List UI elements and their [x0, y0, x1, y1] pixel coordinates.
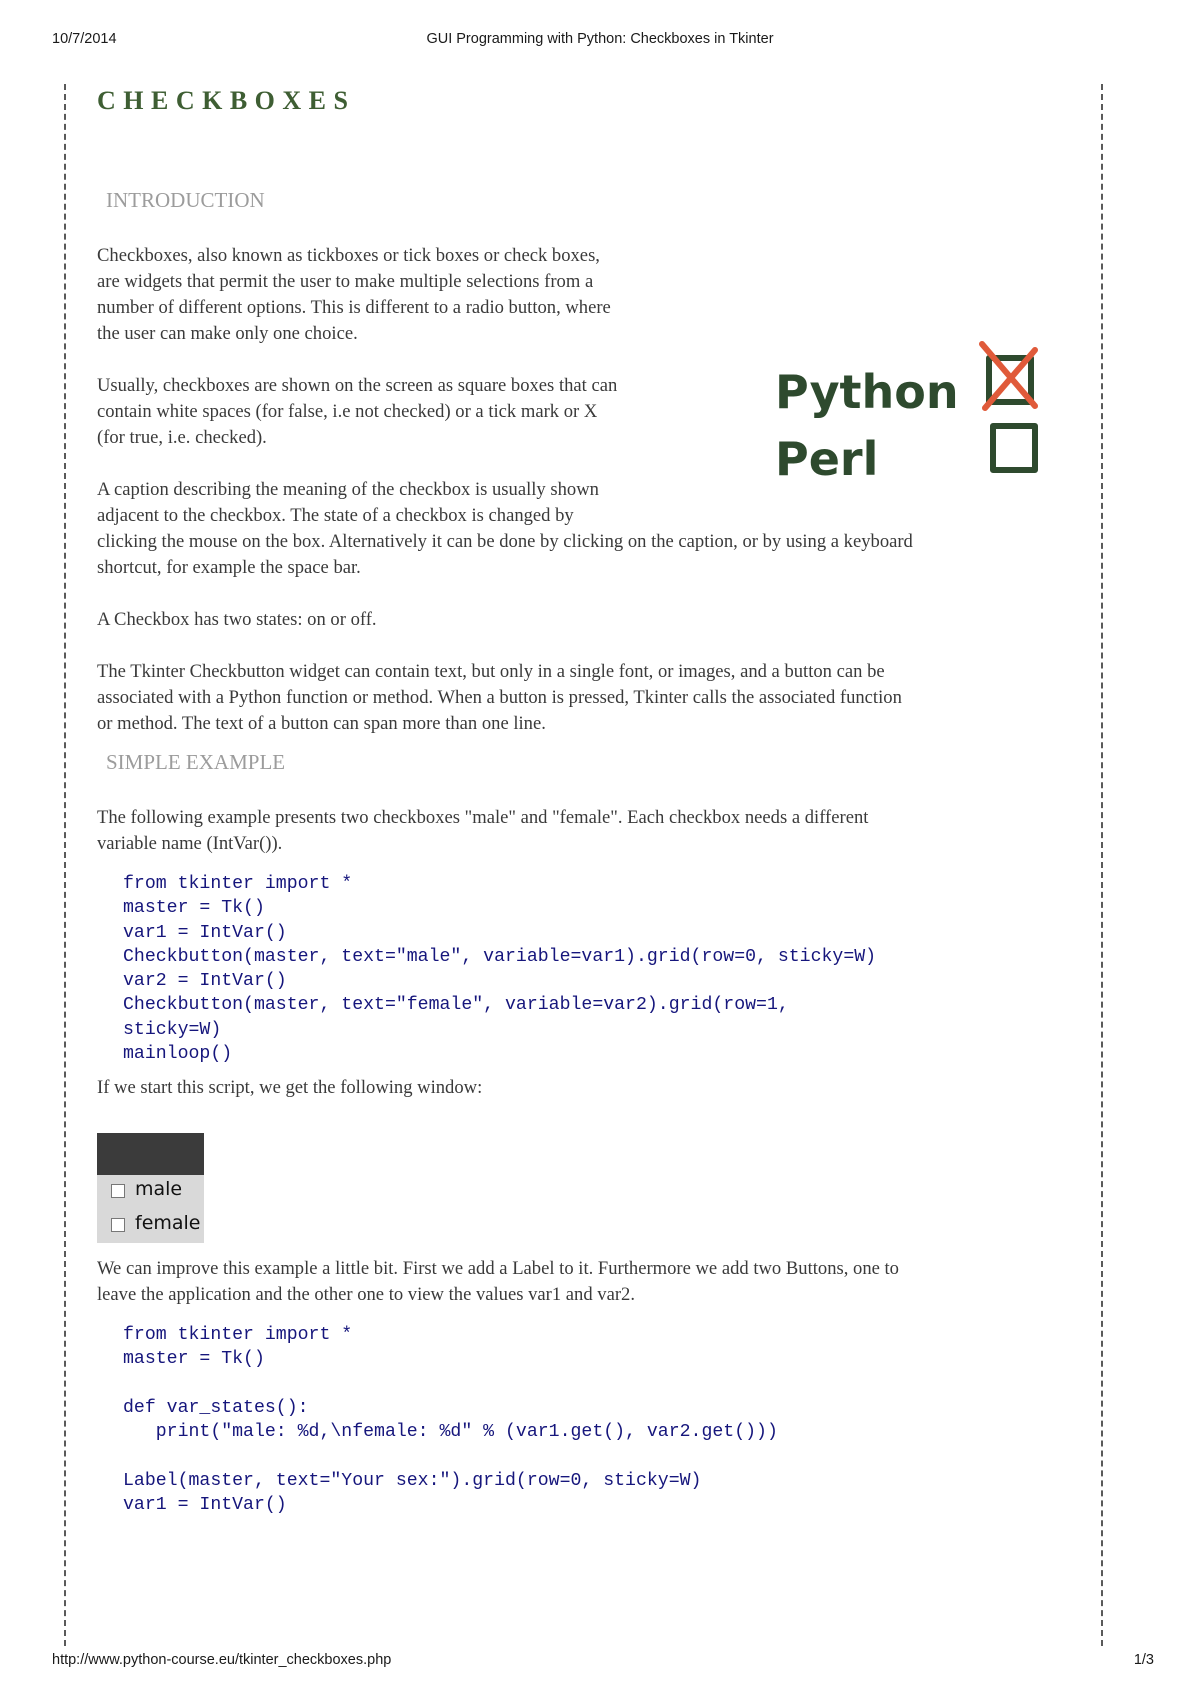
print-footer — [0, 1652, 1200, 1672]
tk-checkbutton-male[interactable] — [97, 1175, 204, 1209]
intro-paragraph-2: Usually, checkboxes are shown on the screen as square boxes that can contain white spaces (for false, i.e not checked) or a tick mark or X (for true, i.e. checked). — [97, 375, 618, 448]
code-block-1: from tkinter import * master = Tk() var1 = IntVar() Checkbutton(master, text="male", variable=var1).grid(row=0, sticky=W) var2 = IntVar() Checkbutton(master, text="female", variable=var2).grid(row=1, sticky=W) mainloop() — [123, 874, 877, 1065]
print-page-number: 1/3 — [1133, 1652, 1154, 1668]
tk-window-screenshot — [97, 1133, 204, 1243]
section-heading-introduction: INTRODUCTION — [106, 188, 265, 212]
intro-paragraph-5: The Tkinter Checkbutton widget can contain text, but only in a single font, or images, and a button can be associated with a Python function or method. When a button is pressed, Tkinter calls the associated function or method. The text of a button can span more than one line. — [97, 661, 902, 734]
checkbox-female[interactable] — [111, 1218, 125, 1232]
tk-titlebar — [97, 1133, 204, 1175]
print-title: GUI Programming with Python: Checkboxes in Tkinter — [426, 31, 774, 47]
page-title: CHECKBOXES — [97, 86, 356, 115]
checkbox-illustration — [767, 260, 1087, 485]
print-url: http://www.python-course.eu/tkinter_checkboxes.php — [52, 1652, 392, 1668]
checkbox-male[interactable] — [111, 1184, 125, 1198]
intro-paragraph-3: A caption describing the meaning of the checkbox is usually shown adjacent to the checkbox. The state of a checkbox is changed by clicking the mouse on the box. Alternatively it can be done by clicking on the caption, or by using a keyboard shortcut, for example the space bar. — [97, 479, 913, 578]
right-border — [1101, 84, 1103, 1646]
section-heading-simple-example: SIMPLE EXAMPLE — [106, 750, 286, 774]
illustration-label-python: Python — [775, 365, 959, 419]
checkbox-label-female: female — [135, 1212, 201, 1234]
simple-paragraph-2: If we start this script, we get the following window: — [97, 1077, 483, 1098]
checkbox-label-male: male — [135, 1178, 183, 1200]
simple-paragraph-1: The following example presents two checkboxes "male" and "female". Each checkbox needs a different variable name (IntVar()). — [97, 807, 869, 854]
tk-checkbutton-female[interactable] — [97, 1209, 204, 1243]
illustration-label-perl: Perl — [775, 432, 879, 485]
print-header — [0, 31, 1200, 51]
intro-paragraph-4: A Checkbox has two states: on or off. — [97, 609, 377, 630]
print-date: 10/7/2014 — [52, 31, 117, 47]
intro-paragraph-1: Checkboxes, also known as tickboxes or tick boxes or check boxes, are widgets that permit the user to make multiple selections from a number of different options. This is different to a radio button, where the user can make only one choice. — [97, 245, 611, 344]
code-block-2: from tkinter import * master = Tk() def var_states(): print("male: %d,\nfemale: %d" % (var1.get(), var2.get())) Label(master, text="Your sex:").grid(row=0, sticky=W) var1 = IntVar() — [123, 1325, 778, 1516]
simple-paragraph-3: We can improve this example a little bit. First we add a Label to it. Furthermore we add two Buttons, one to leave the application and the other one to view the values var1 and var2. — [97, 1258, 899, 1305]
left-border — [64, 84, 66, 1646]
illustration-checkbox-perl — [993, 426, 1035, 470]
